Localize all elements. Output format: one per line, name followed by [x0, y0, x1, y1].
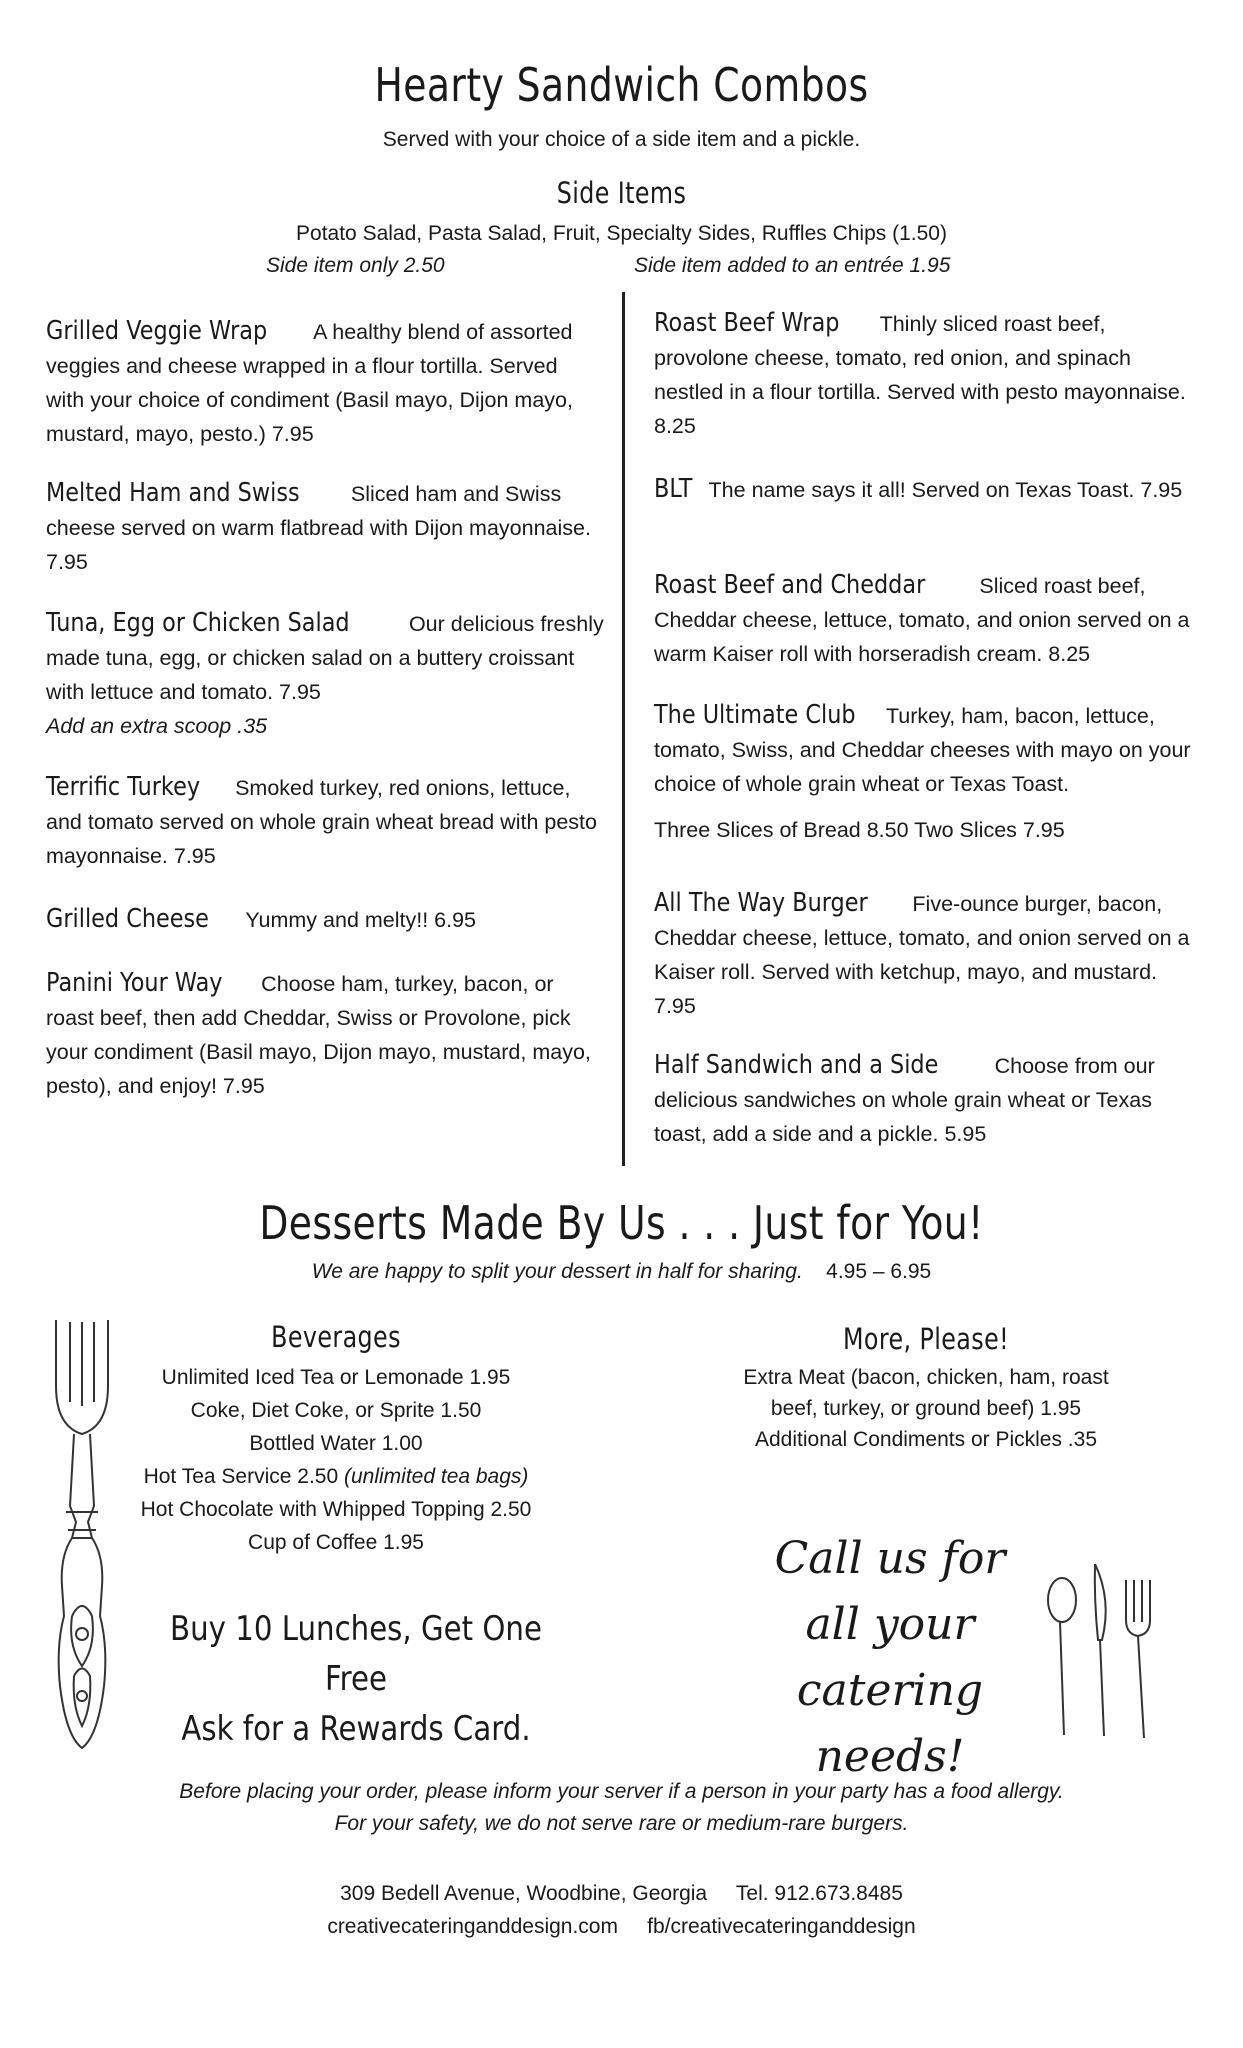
menu-item-name: Tuna, Egg or Chicken Salad [46, 608, 350, 638]
menu-item-name: Grilled Veggie Wrap [46, 316, 268, 346]
menu-item-desc: Five-ounce burger, bacon, Cheddar cheese, lettuce, tomato, and onion served on a Kaiser roll. Served with ketchup, mayo, and mustard. 7.95 [654, 892, 1190, 1018]
menu-item-name: Half Sandwich and a Side [654, 1050, 939, 1080]
beverages-list [86, 1361, 586, 1559]
list-item: Extra Meat (bacon, chicken, ham, roast [743, 1366, 1109, 1389]
menu-item-name: Terrific Turkey [46, 772, 201, 802]
rewards-line-1: Buy 10 Lunches, Get One Free [170, 1609, 542, 1699]
menu-item-name: Melted Ham and Swiss [46, 478, 300, 508]
catering-callout [720, 1526, 1060, 1790]
desserts-heading: Desserts Made By Us . . . Just for You! [259, 1196, 984, 1250]
web-line: creativecateringanddesign.com fb/creativecateringanddesign [327, 1915, 916, 1938]
menu-item-name: Roast Beef and Cheddar [654, 570, 926, 600]
desserts-note-line [0, 1256, 1243, 1288]
hot-tea-note: (unlimited tea bags) [343, 1465, 529, 1488]
list-item: beef, turkey, or ground beef) 1.95 [770, 1397, 1082, 1420]
menu-item [654, 1048, 1209, 1151]
desserts-note: We are happy to split your dessert in half for sharing. [311, 1260, 803, 1283]
side-items-list: Potato Salad, Pasta Salad, Fruit, Specialty Sides, Ruffles Chips (1.50) [296, 222, 947, 245]
menu-item [46, 770, 601, 873]
menu-item-desc: Sliced ham and Swiss cheese served on warm flatbread with Dijon mayonnaise. 7.95 [46, 482, 591, 574]
menu-item-desc: Turkey, ham, bacon, lettuce, tomato, Swiss, and Cheddar cheeses with mayo on your choice of whole grain wheat or Texas Toast. [654, 704, 1191, 796]
list-item: Coke, Diet Coke, or Sprite 1.50 [190, 1399, 482, 1422]
menu-item-name: Roast Beef Wrap [654, 308, 840, 338]
desserts-heading-wrap [0, 1196, 1243, 1250]
menu-item-desc: Choose from our delicious sandwiches on whole grain wheat or Texas toast, add a side and a pickle. 5.95 [654, 1054, 1155, 1146]
column-divider [622, 292, 625, 1166]
more-heading: More, Please! [842, 1322, 1010, 1356]
catering-line-3: catering needs! [796, 1665, 984, 1782]
hot-tea-label: Hot Tea Service 2.50 [143, 1465, 339, 1488]
desserts-price: 4.95 – 6.95 [826, 1260, 932, 1283]
side-items-heading: Side Items [556, 176, 687, 210]
page-title-wrap [0, 58, 1243, 112]
menu-item [654, 568, 1199, 671]
menu-item [654, 472, 1199, 507]
list-item [86, 1460, 586, 1493]
allergy-notice-1: Before placing your order, please inform your server if a person in your party has a food allergy. [179, 1780, 1064, 1803]
menu-item [654, 698, 1199, 847]
page-title: Hearty Sandwich Combos [374, 58, 869, 112]
rewards-promo [106, 1604, 606, 1754]
menu-item-desc: Yummy and melty!! 6.95 [245, 908, 477, 932]
side-items-heading-wrap [0, 176, 1243, 210]
menu-item-name: Panini Your Way [46, 968, 223, 998]
menu-item-note: Three Slices of Bread 8.50 Two Slices 7.95 [654, 818, 1065, 842]
list-item: Bottled Water 1.00 [249, 1432, 423, 1455]
catering-line-1: Call us for [774, 1533, 1006, 1584]
side-item-only-price: Side item only 2.50 [266, 254, 445, 277]
menu-item-desc: A healthy blend of assorted veggies and cheese wrapped in a flour tortilla. Served with your choice of condiment (Basil mayo, Dijon mayo, mustard, mayo, pesto.) 7.95 [46, 320, 573, 446]
list-item: Additional Condiments or Pickles .35 [754, 1428, 1097, 1451]
menu-item-name: BLT [654, 474, 693, 504]
beverages-heading: Beverages [271, 1320, 401, 1354]
menu-item-name: The Ultimate Club [654, 700, 856, 730]
rewards-line-2: Ask for a Rewards Card. [181, 1709, 531, 1749]
menu-item-desc: Smoked turkey, red onions, lettuce, and tomato served on whole grain wheat bread with pesto mayonnaise. 7.95 [46, 776, 597, 868]
menu-item-name: Grilled Cheese [46, 904, 209, 934]
catering-line-2: all your [805, 1599, 975, 1650]
menu-item-desc: The name says it all! Served on Texas Toast. 7.95 [708, 478, 1183, 502]
list-item: Cup of Coffee 1.95 [248, 1531, 424, 1554]
list-item: Unlimited Iced Tea or Lemonade 1.95 [161, 1366, 511, 1389]
cutlery-icon [1040, 1560, 1170, 1740]
menu-item-desc: Sliced roast beef, Cheddar cheese, lettuce, tomato, and onion served on a warm Kaiser roll with horseradish cream. 8.25 [654, 574, 1190, 666]
menu-item [654, 306, 1199, 443]
menu-item-name: All The Way Burger [654, 888, 868, 918]
side-item-added-price: Side item added to an entrée 1.95 [634, 254, 951, 277]
more-list [676, 1362, 1176, 1455]
list-item: Hot Chocolate with Whipped Topping 2.50 [140, 1498, 532, 1521]
menu-item-desc: Choose ham, turkey, bacon, or roast beef, then add Cheddar, Swiss or Provolone, pick your condiment (Basil mayo, Dijon mayo, mustard, mayo, pesto), and enjoy! 7.95 [46, 972, 591, 1098]
page-subtitle: Served with your choice of a side item and a pickle. [382, 128, 861, 151]
address-line: 309 Bedell Avenue, Woodbine, Georgia Tel. 912.673.8485 [340, 1882, 903, 1905]
menu-item [654, 886, 1199, 1023]
menu-item-desc: Our delicious freshly made tuna, egg, or chicken salad on a buttery croissant with lettuce and tomato. 7.95 [46, 612, 604, 704]
beverages-heading-wrap [86, 1320, 586, 1354]
menu-item [46, 606, 606, 743]
menu-item [46, 966, 606, 1103]
menu-item-desc: Thinly sliced roast beef, provolone cheese, tomato, red onion, and spinach nestled in a flour tortilla. Served with pesto mayonnaise. 8.25 [654, 312, 1186, 438]
more-heading-wrap [676, 1322, 1176, 1356]
menu-item [46, 314, 601, 451]
menu-item [46, 476, 606, 579]
menu-item-note: Add an extra scoop .35 [46, 714, 268, 738]
allergy-notice-2: For your safety, we do not serve rare or medium-rare burgers. [334, 1812, 909, 1835]
menu-item [46, 902, 601, 937]
